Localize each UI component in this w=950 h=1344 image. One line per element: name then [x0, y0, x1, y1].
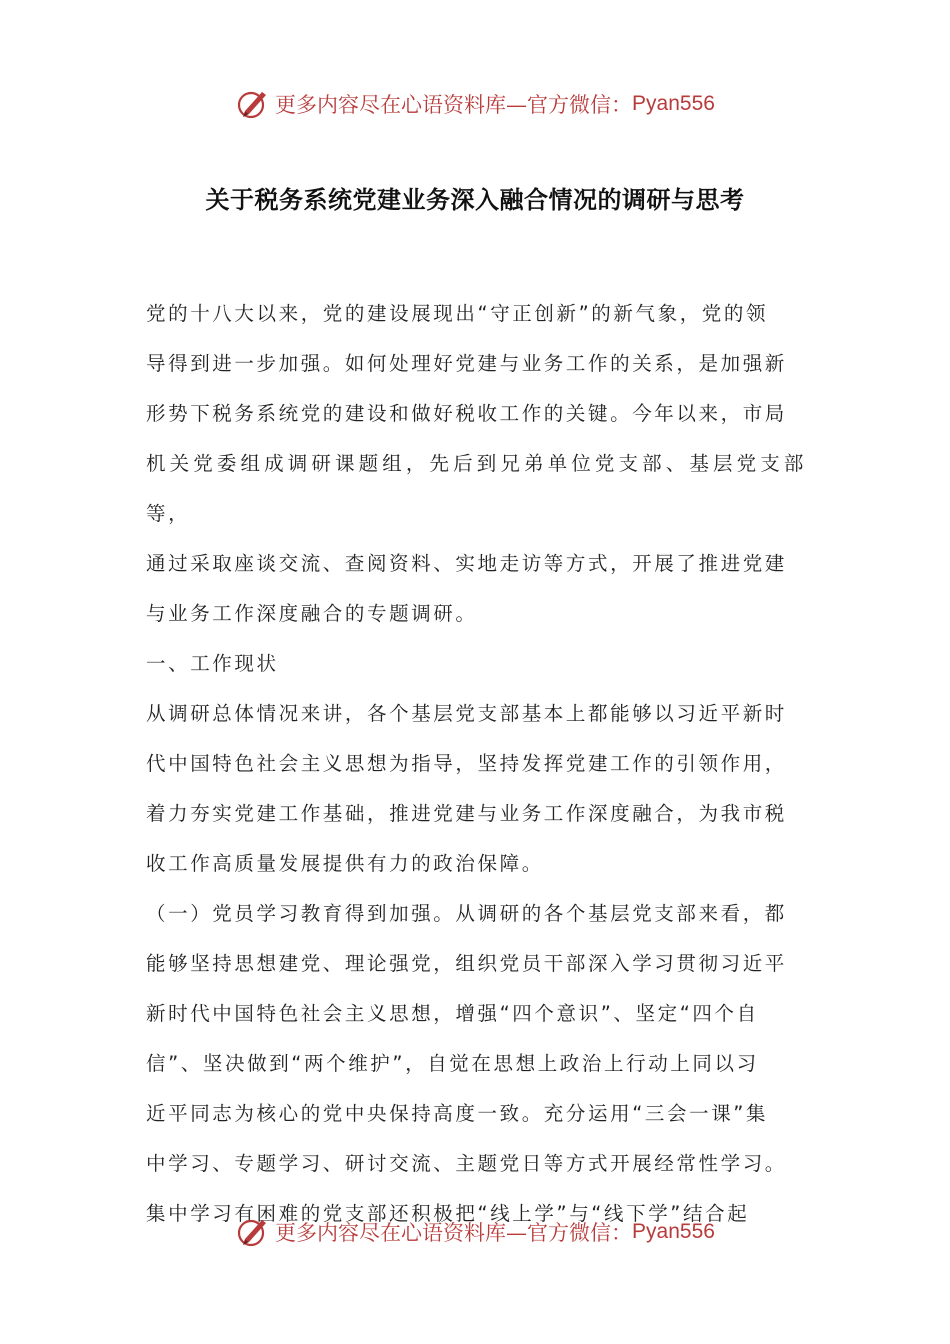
body-line: 能够坚持思想建党、理论强党，组织党员干部深入学习贯彻习近平: [146, 952, 787, 975]
body-line: （一）党员学习教育得到加强。从调研的各个基层党支部来看，都: [146, 902, 787, 925]
body-line: 新时代中国特色社会主义思想，增强“四个意识”、坚定“四个自: [146, 1002, 759, 1025]
pen-logo-icon: [235, 86, 271, 122]
watermark-text: 更多内容尽在心语资料库—官方微信：: [275, 93, 633, 117]
watermark-text: 更多内容尽在心语资料库—官方微信：: [275, 1221, 633, 1245]
body-line: 导得到进一步加强。如何处理好党建与业务工作的关系，是加强新: [146, 352, 787, 375]
watermark-wechat-id: Pyan556: [632, 92, 715, 115]
watermark-wechat-id: Pyan556: [632, 1220, 715, 1243]
body-line: 通过采取座谈交流、查阅资料、实地走访等方式，开展了推进党建: [146, 552, 787, 575]
body-line: 收工作高质量发展提供有力的政治保障。: [146, 852, 544, 875]
body-line: 近平同志为核心的党中央保持高度一致。充分运用“三会一课”集: [146, 1102, 769, 1125]
body-line: 机关党委组成调研课题组，先后到兄弟单位党支部、基层党支部等，: [146, 452, 806, 525]
header-watermark: [0, 84, 950, 124]
body-line: 中学习、专题学习、研讨交流、主题党日等方式开展经常性学习。: [146, 1152, 787, 1175]
section-heading: 一、工作现状: [146, 652, 279, 675]
body-line: 与业务工作深度融合的专题调研。: [146, 602, 478, 625]
document-title: 关于税务系统党建业务深入融合情况的调研与思考: [205, 186, 745, 214]
body-line: 形势下税务系统党的建设和做好税收工作的关键。今年以来，市局: [146, 402, 787, 425]
body-line: 从调研总体情况来讲，各个基层党支部基本上都能够以习近平新时: [146, 702, 787, 725]
footer-watermark: [0, 1212, 950, 1252]
document-body: [146, 289, 806, 1239]
body-line: 着力夯实党建工作基础，推进党建与业务工作深度融合，为我市税: [146, 802, 787, 825]
body-line: 代中国特色社会主义思想为指导，坚持发挥党建工作的引领作用，: [146, 752, 787, 775]
pen-logo-icon: [235, 1214, 271, 1250]
body-line: 信”、坚决做到“两个维护”，自觉在思想上政治上行动上同以习: [146, 1052, 759, 1075]
body-line: 集中学习有困难的党支部还积极把“线上学”与“线下学”结合起: [146, 1202, 750, 1225]
body-line: 党的十八大以来，党的建设展现出“守正创新”的新气象，党的领: [146, 302, 769, 325]
